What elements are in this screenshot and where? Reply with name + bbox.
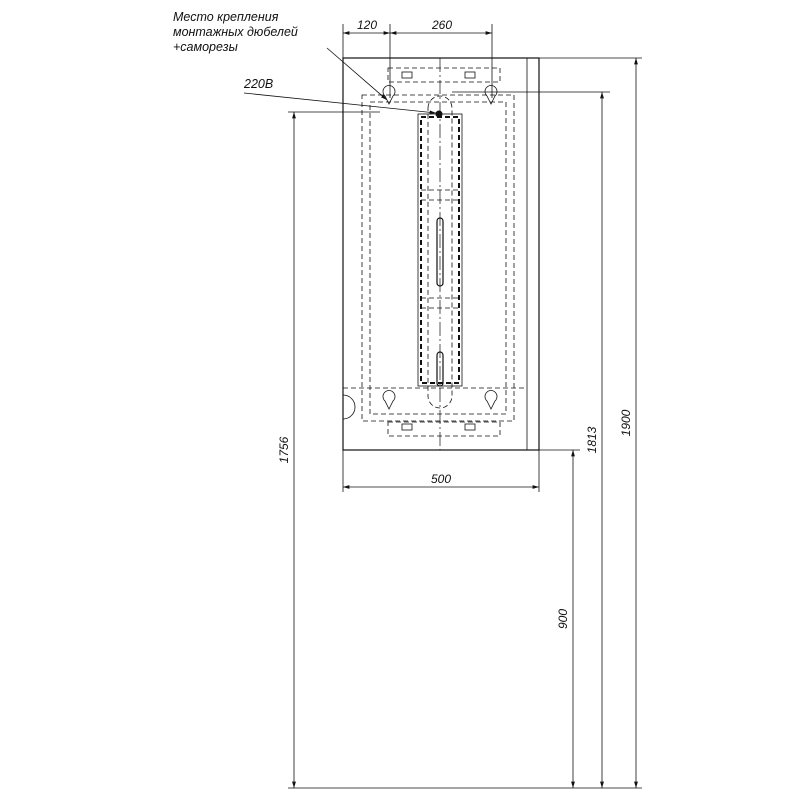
mount-callout [173, 10, 387, 100]
mount-hole-bottom-right [485, 391, 497, 409]
mount-leader-line [327, 48, 387, 100]
dim-label-120: 120 [356, 18, 378, 32]
inner-frame-outer [362, 95, 514, 421]
top-bracket [388, 68, 500, 82]
inner-frame-inner [370, 102, 506, 414]
slot-bottom-left [402, 424, 412, 430]
mount-note-line-1: Место крепления [173, 10, 279, 24]
dim-label-260: 260 [431, 18, 453, 32]
mount-hole-bottom-left [383, 391, 395, 409]
slot-top-left [402, 72, 412, 78]
dim-label-1756: 1756 [277, 436, 291, 464]
dim-900 [539, 450, 580, 788]
power-leader-line [244, 93, 436, 113]
dim-label-1813: 1813 [585, 426, 599, 454]
mount-note-line-3: +саморезы [173, 40, 238, 54]
power-label: 220В [244, 77, 274, 91]
hinge-arc [343, 395, 355, 419]
width-dimension [343, 450, 539, 492]
dim-label-900: 900 [556, 608, 570, 630]
dim-1813 [452, 92, 610, 788]
slot-top-right [465, 72, 475, 78]
mount-note-line-2: монтажных дюбелей [173, 25, 298, 39]
dim-label-500: 500 [430, 472, 452, 486]
dim-label-1900: 1900 [619, 409, 633, 437]
slot-bottom-right [465, 424, 475, 430]
dim-1900 [539, 58, 642, 788]
power-point [436, 111, 443, 118]
